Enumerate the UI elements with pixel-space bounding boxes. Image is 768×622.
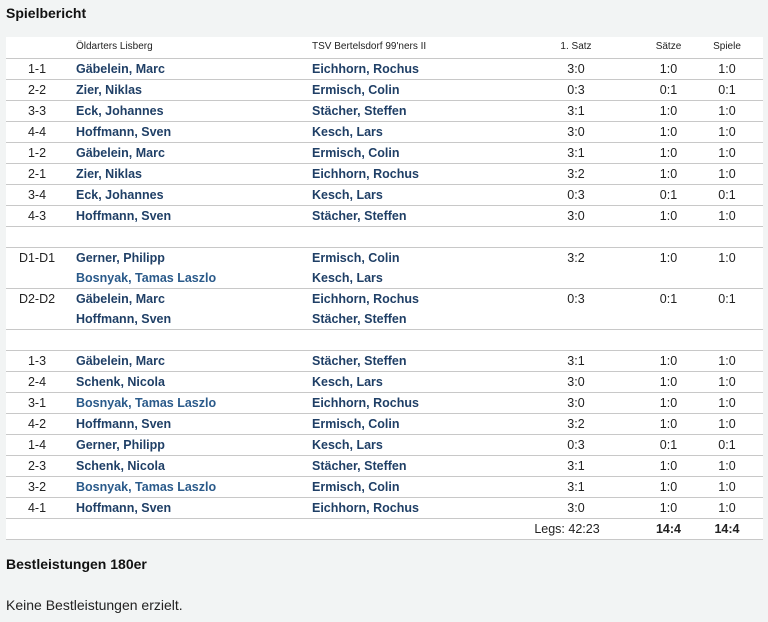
match-id: D2-D2: [18, 292, 56, 306]
saetze-score: 1:0: [659, 209, 678, 223]
spiele-score: 1:0: [718, 209, 736, 223]
match-id: 4-1: [27, 501, 47, 515]
table-row: [6, 100, 763, 121]
spiele-score: 1:0: [718, 375, 736, 389]
table-row-doubles: [6, 288, 763, 329]
match-id: 1-1: [27, 62, 47, 76]
saetze-score: 1:0: [659, 125, 678, 139]
player-home-link[interactable]: Gerner, Philipp: [76, 251, 165, 265]
player-away-link[interactable]: Stächer, Steffen: [312, 104, 407, 118]
player-away-link[interactable]: Kesch, Lars: [312, 271, 383, 285]
player-home-link[interactable]: Bosnyak, Tamas Laszlo: [76, 396, 217, 410]
spiele-score: 1:0: [718, 146, 736, 160]
set1-score: 3:1: [567, 480, 585, 494]
set1-score: 3:0: [567, 396, 585, 410]
table-header: [6, 37, 763, 58]
set1-score: 3:1: [567, 459, 585, 473]
saetze-score: 0:1: [659, 83, 678, 97]
table-row: [6, 184, 763, 205]
match-id: 3-1: [27, 396, 47, 410]
table-row: [6, 58, 763, 79]
player-away-link[interactable]: Ermisch, Colin: [312, 146, 400, 160]
spiele-score: 1:0: [718, 104, 736, 118]
set1-score: 0:3: [567, 292, 585, 306]
player-away-link[interactable]: Eichhorn, Rochus: [312, 167, 419, 181]
match-id: 1-2: [27, 146, 47, 160]
saetze-score: 1:0: [659, 480, 678, 494]
player-home-link[interactable]: Zier, Niklas: [76, 83, 143, 97]
saetze-score: 1:0: [659, 375, 678, 389]
player-home-link[interactable]: Hoffmann, Sven: [76, 209, 172, 223]
player-home-link[interactable]: Gerner, Philipp: [76, 438, 165, 452]
match-id: 3-2: [27, 480, 47, 494]
saetze-score: 1:0: [659, 104, 678, 118]
spiele-total: 14:4: [714, 522, 740, 536]
best-performances-heading: Bestleistungen 180er: [6, 556, 147, 572]
spiele-score: 1:0: [718, 251, 736, 265]
saetze-score: 1:0: [659, 146, 678, 160]
match-id: 4-4: [27, 125, 47, 139]
player-home-link[interactable]: Schenk, Nicola: [76, 459, 165, 473]
player-home-link[interactable]: Bosnyak, Tamas Laszlo: [76, 480, 217, 494]
header-spiele: Spiele: [713, 41, 741, 52]
saetze-score: 0:1: [659, 188, 678, 202]
table-row: [6, 413, 763, 434]
set1-score: 3:2: [567, 251, 585, 265]
table-row: [6, 205, 763, 226]
player-away-link[interactable]: Kesch, Lars: [312, 188, 383, 202]
spiele-score: 0:1: [718, 83, 736, 97]
spiele-score: 1:0: [718, 125, 736, 139]
set1-score: 0:3: [567, 438, 585, 452]
match-id: 1-3: [27, 354, 47, 368]
table-row-doubles: [6, 247, 763, 288]
player-home-link[interactable]: Gäbelein, Marc: [76, 146, 165, 160]
player-away-link[interactable]: Ermisch, Colin: [312, 480, 400, 494]
set1-score: 0:3: [567, 83, 585, 97]
player-away-link[interactable]: Stächer, Steffen: [312, 209, 407, 223]
best-performances-note: Keine Bestleistungen erzielt.: [6, 597, 183, 613]
set1-score: 0:3: [567, 188, 585, 202]
saetze-score: 1:0: [659, 396, 678, 410]
saetze-score: 1:0: [659, 501, 678, 515]
match-id: 2-3: [27, 459, 47, 473]
player-home-link[interactable]: Hoffmann, Sven: [76, 312, 172, 326]
match-id: 3-3: [27, 104, 47, 118]
spiele-score: 1:0: [718, 417, 736, 431]
match-id: 4-2: [27, 417, 47, 431]
match-id: 3-4: [27, 188, 47, 202]
match-id: D1-D1: [18, 251, 56, 265]
player-home-link[interactable]: Zier, Niklas: [76, 167, 143, 181]
player-away-link[interactable]: Kesch, Lars: [312, 375, 383, 389]
player-away-link[interactable]: Eichhorn, Rochus: [312, 62, 419, 76]
match-id: 4-3: [27, 209, 47, 223]
saetze-score: 0:1: [659, 438, 678, 452]
player-home-link[interactable]: Gäbelein, Marc: [76, 354, 165, 368]
player-home-link[interactable]: Gäbelein, Marc: [76, 62, 165, 76]
player-home-link[interactable]: Gäbelein, Marc: [76, 292, 165, 306]
table-row: [6, 142, 763, 163]
player-home-link[interactable]: Hoffmann, Sven: [76, 417, 172, 431]
totals-row: [6, 518, 763, 540]
set1-score: 3:0: [567, 501, 585, 515]
table-row: [6, 79, 763, 100]
player-away-link[interactable]: Ermisch, Colin: [312, 83, 400, 97]
set1-score: 3:1: [567, 354, 585, 368]
player-away-link[interactable]: Kesch, Lars: [312, 438, 383, 452]
match-id: 2-2: [27, 83, 47, 97]
table-row: [6, 434, 763, 455]
spiele-score: 1:0: [718, 501, 736, 515]
saetze-score: 1:0: [659, 354, 678, 368]
spiele-score: 1:0: [718, 354, 736, 368]
header-team-away: TSV Bertelsdorf 99'ners II: [312, 41, 427, 52]
table-row: [6, 476, 763, 497]
player-away-link[interactable]: Eichhorn, Rochus: [312, 396, 419, 410]
player-home-link[interactable]: Bosnyak, Tamas Laszlo: [76, 271, 217, 285]
table-row: [6, 497, 763, 518]
saetze-score: 1:0: [659, 167, 678, 181]
header-team-home: Öldarters Lisberg: [76, 41, 153, 52]
spiele-score: 0:1: [718, 438, 736, 452]
player-home-link[interactable]: Hoffmann, Sven: [76, 501, 172, 515]
match-report-table: [6, 37, 763, 540]
match-id: 1-4: [27, 438, 47, 452]
header-set1: 1. Satz: [560, 41, 592, 52]
set1-score: 3:2: [567, 417, 585, 431]
saetze-score: 1:0: [659, 251, 678, 265]
table-row: [6, 455, 763, 476]
spiele-score: 1:0: [718, 459, 736, 473]
table-spacer-row: [6, 329, 763, 350]
legs-total: Legs: 42:23: [534, 522, 600, 536]
set1-score: 3:0: [567, 209, 585, 223]
table-spacer-row: [6, 226, 763, 247]
spiele-score: 0:1: [718, 188, 736, 202]
table-row: [6, 371, 763, 392]
saetze-score: 1:0: [659, 417, 678, 431]
spiele-score: 1:0: [718, 396, 736, 410]
player-away-link[interactable]: Stächer, Steffen: [312, 459, 407, 473]
page-title: Spielbericht: [6, 5, 87, 21]
match-id: 2-4: [27, 375, 47, 389]
spiele-score: 1:0: [718, 167, 736, 181]
saetze-score: 1:0: [659, 62, 678, 76]
player-away-link[interactable]: Ermisch, Colin: [312, 251, 400, 265]
player-away-link[interactable]: Stächer, Steffen: [312, 354, 407, 368]
table-row: [6, 121, 763, 142]
table-row: [6, 392, 763, 413]
player-away-link[interactable]: Stächer, Steffen: [312, 312, 407, 326]
match-id: 2-1: [27, 167, 47, 181]
player-home-link[interactable]: Eck, Johannes: [76, 104, 164, 118]
set1-score: 3:0: [567, 125, 585, 139]
player-home-link[interactable]: Eck, Johannes: [76, 188, 164, 202]
spiele-score: 0:1: [718, 292, 736, 306]
player-away-link[interactable]: Kesch, Lars: [312, 125, 383, 139]
saetze-total: 14:4: [655, 522, 682, 536]
spiele-score: 1:0: [718, 480, 736, 494]
set1-score: 3:0: [567, 375, 585, 389]
set1-score: 3:1: [567, 104, 585, 118]
player-home-link[interactable]: Schenk, Nicola: [76, 375, 165, 389]
header-saetze: Sätze: [655, 41, 682, 52]
set1-score: 3:2: [567, 167, 585, 181]
set1-score: 3:0: [567, 62, 585, 76]
set1-score: 3:1: [567, 146, 585, 160]
saetze-score: 0:1: [659, 292, 678, 306]
saetze-score: 1:0: [659, 459, 678, 473]
table-row: [6, 163, 763, 184]
player-home-link[interactable]: Hoffmann, Sven: [76, 125, 172, 139]
player-away-link[interactable]: Eichhorn, Rochus: [312, 501, 419, 515]
player-away-link[interactable]: Eichhorn, Rochus: [312, 292, 419, 306]
player-away-link[interactable]: Ermisch, Colin: [312, 417, 400, 431]
table-row: [6, 350, 763, 371]
spiele-score: 1:0: [718, 62, 736, 76]
